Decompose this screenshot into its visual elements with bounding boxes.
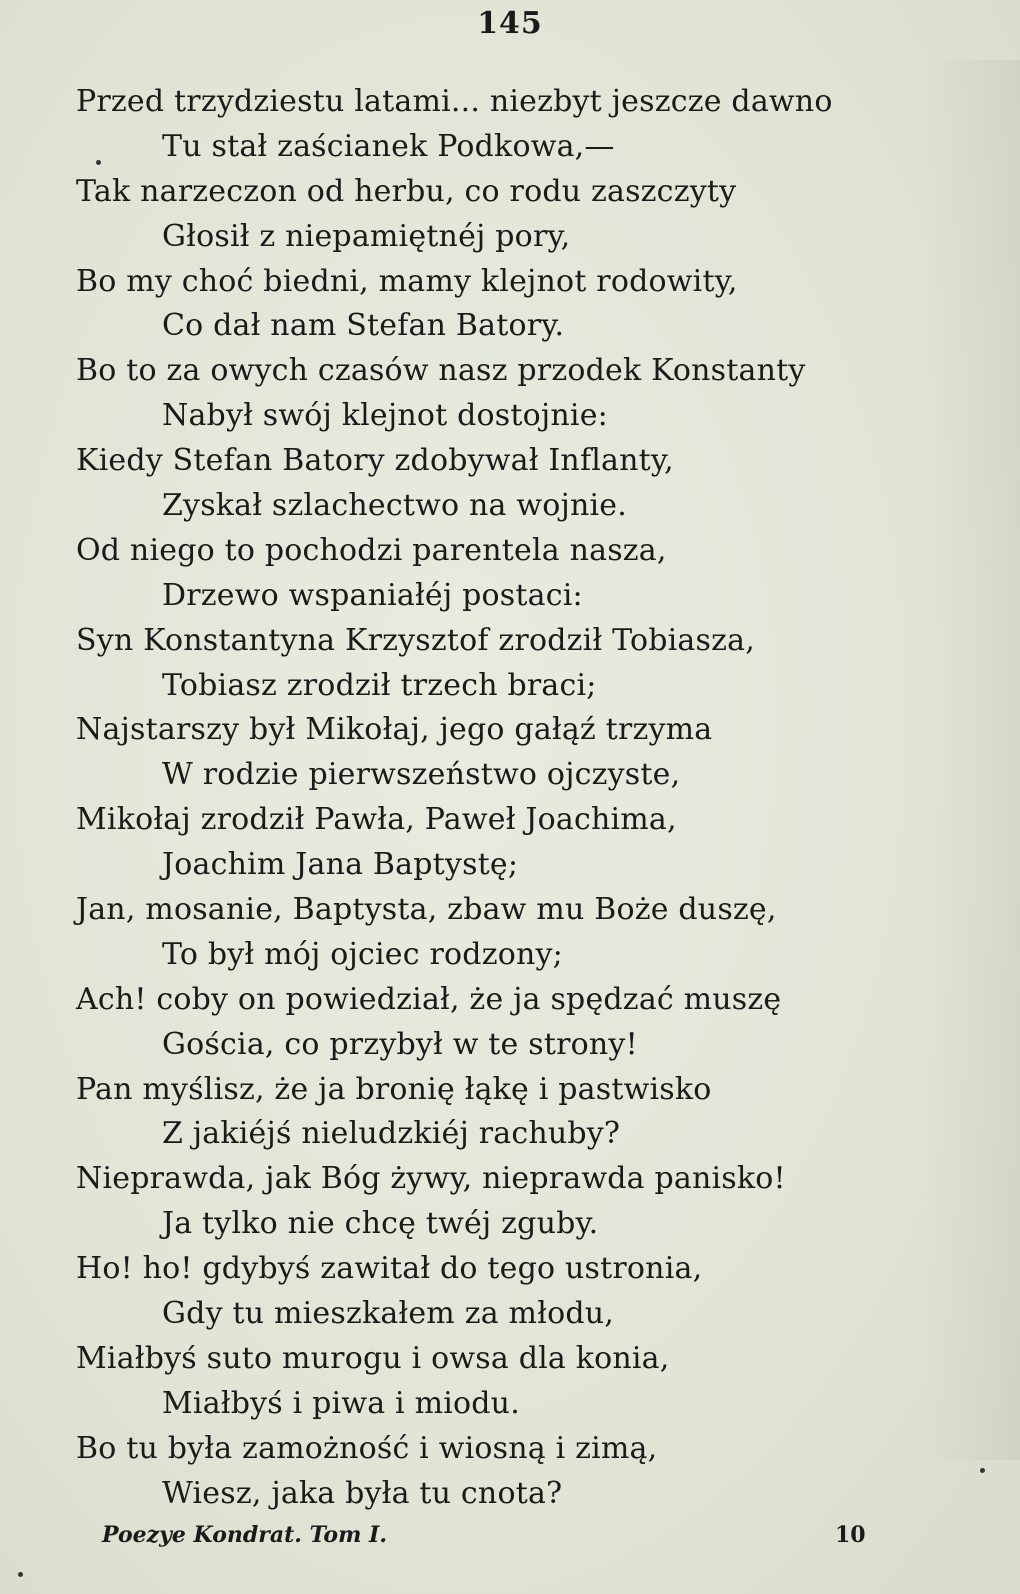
poem-line: Tobiasz zrodził trzech braci; <box>162 667 597 703</box>
footer-title: Poezye Kondrat. Tom I. <box>102 1522 387 1548</box>
poem-line: Ja tylko nie chcę twéj zguby. <box>162 1206 599 1242</box>
poem-line: Pan myślisz, że ja bronię łąkę i pastwisko <box>76 1071 712 1107</box>
poem-line: Od niego to pochodzi parentela nasza, <box>76 532 667 568</box>
poem-line: To był mój ojciec rodzony; <box>162 936 563 972</box>
poem-line: Joachim Jana Baptystę; <box>162 847 519 883</box>
poem-line: Wiesz, jaka była tu cnota? <box>162 1475 563 1511</box>
poem-line: Przed trzydziestu latami... niezbyt jeszcze dawno <box>76 84 833 119</box>
poem-line: Bo tu była zamożność i wiosną i zimą, <box>76 1430 658 1466</box>
poem-line: Jan, mosanie, Baptysta, zbaw mu Boże duszę, <box>76 892 777 928</box>
poem-line: Drzewo wspaniałéj postaci: <box>162 577 583 613</box>
poem-line: Co dał nam Stefan Batory. <box>162 308 565 344</box>
poem-line: Zyskał szlachectwo na wojnie. <box>162 488 627 524</box>
poem-line: Gościa, co przybył w te strony! <box>162 1026 638 1062</box>
poem-line: Tak narzeczon od herbu, co rodu zaszczyty <box>76 173 737 209</box>
poem-line: Ach! coby on powiedział, że ja spędzać muszę <box>76 981 782 1017</box>
ink-speck <box>96 160 101 165</box>
poem-line: Ho! ho! gdybyś zawitał do tego ustronia, <box>76 1251 703 1287</box>
poem-line: Syn Konstantyna Krzysztof zrodził Tobiasza, <box>76 622 755 658</box>
ink-speck <box>980 1468 985 1473</box>
poem-line: Miałbyś suto murogu i owsa dla konia, <box>76 1340 670 1376</box>
poem-line: W rodzie pierwszeństwo ojczyste, <box>162 757 681 793</box>
poem-line: Miałbyś i piwa i miodu. <box>162 1385 520 1421</box>
poem-line: Tu stał zaścianek Podkowa,— <box>162 128 615 164</box>
signature-mark: 10 <box>835 1522 866 1548</box>
poem-text <box>76 80 936 1517</box>
poem-line: Z jakiéjś nieludzkiéj rachuby? <box>162 1116 621 1152</box>
poem-line: Bo to za owych czasów nasz przodek Konstanty <box>76 353 806 389</box>
ink-speck <box>18 1572 23 1577</box>
poem-line: Mikołaj zrodził Pawła, Paweł Joachima, <box>76 802 677 838</box>
poem-line: Bo my choć biedni, mamy klejnot rodowity, <box>76 263 738 299</box>
poem-line: Najstarszy był Mikołaj, jego gałąź trzyma <box>76 712 713 748</box>
poem-line: Głosił z niepamiętnéj pory, <box>162 218 571 254</box>
poem-line: Gdy tu mieszkałem za młodu, <box>162 1296 615 1332</box>
show-through-shadow <box>925 60 1020 1460</box>
page-number: 145 <box>477 6 543 41</box>
poem-line: Nabył swój klejnot dostojnie: <box>162 398 608 434</box>
poem-line: Nieprawda, jak Bóg żywy, nieprawda panisko! <box>76 1161 786 1197</box>
poem-line: Kiedy Stefan Batory zdobywał Inflanty, <box>76 443 674 479</box>
